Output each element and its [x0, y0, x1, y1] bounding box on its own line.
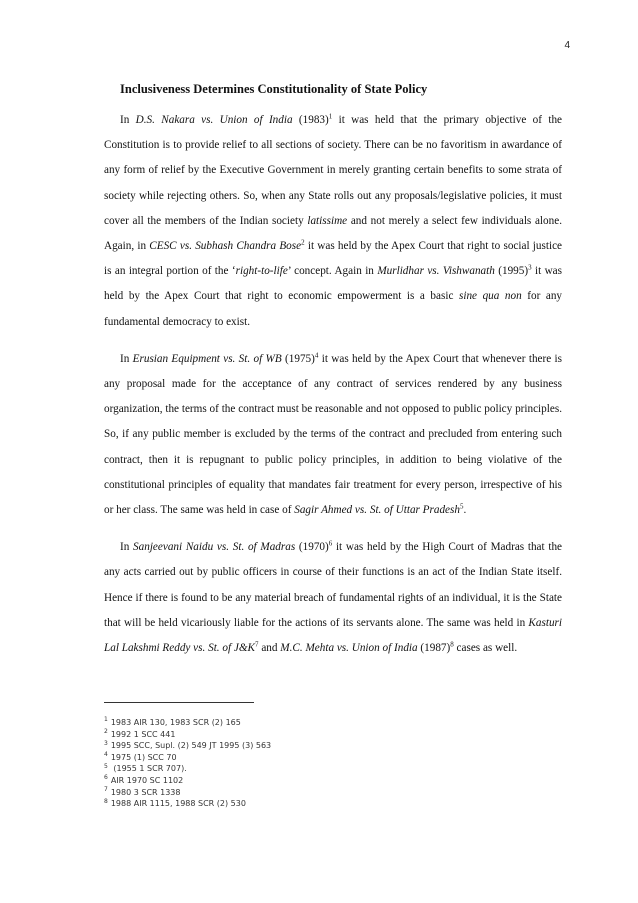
footnote-number: 1 [104, 716, 108, 724]
paragraph [104, 535, 562, 661]
footnote-ref: 6 [328, 539, 333, 548]
footnote [104, 787, 504, 799]
case-name: sine qua non [458, 290, 522, 303]
text-run: and [258, 642, 281, 655]
text-run: it was held that the primary objective of the Constitution is to provide relief to all sections of society. There can be no favoritism in awardance of any form of relief by the Executive Government in merely granting certain benefits to some strata of society while rejecting others. So, when any State rolls out any proposals/legislative policies, it must cover all the members of the Indian society [104, 114, 562, 227]
footnote [104, 729, 504, 741]
text-run: In [120, 541, 134, 554]
paragraph [104, 108, 562, 335]
text-run: ’ concept. Again in [287, 265, 378, 278]
footnote-separator [104, 702, 254, 703]
case-name: M.C. Mehta vs. Union of India [280, 642, 418, 655]
footnote-number: 5 [104, 762, 108, 770]
footnote [104, 798, 504, 810]
text-run: it was held by the Apex Court that right to social justice is an integral portion of the ‘ [104, 240, 563, 278]
footnote-number: 2 [104, 727, 108, 735]
case-name: Sagir Ahmed vs. St. of Uttar Pradesh [294, 504, 460, 517]
footnote-ref: 2 [301, 238, 305, 247]
text-run: (1995) [494, 265, 529, 278]
text-run: cases as well. [453, 642, 518, 655]
footnote-text: 1992 1 SCC 441 [110, 729, 176, 739]
footnote-number: 3 [104, 739, 108, 747]
case-name: Sanjeevani Naidu vs. St. of Madras [133, 541, 296, 554]
footnote-text: 1995 SCC, Supl. (2) 549 JT 1995 (3) 563 [110, 741, 272, 751]
case-name: Erusian Equipment vs. St. of WB [132, 352, 282, 365]
footnote-ref: 8 [450, 640, 454, 649]
text-run: (1975) [281, 352, 315, 365]
footnote [104, 717, 504, 729]
footnote-ref: 3 [528, 263, 532, 272]
footnote [104, 763, 504, 775]
case-name: Murlidhar vs. Vishwanath [377, 265, 495, 278]
text-run: (1983) [292, 114, 329, 126]
footnote-ref: 1 [328, 112, 333, 121]
text-run: it was held by the Apex Court that right to economic empowerment is a basic [104, 265, 563, 303]
footnote [104, 752, 504, 764]
paragraph [104, 347, 562, 523]
footnote-number: 6 [104, 774, 108, 782]
footnote-text: 1988 AIR 1115, 1988 SCR (2) 530 [110, 799, 246, 809]
footnote-text: AIR 1970 SC 1102 [110, 775, 184, 785]
text-run: (1970) [295, 541, 329, 554]
footnote-ref: 7 [255, 640, 259, 649]
footnote-number: 4 [104, 751, 108, 759]
footnote-ref: 4 [314, 351, 319, 360]
page-number: 4 [564, 40, 570, 51]
text-run: and not merely a select few individuals alone. Again, in [104, 214, 562, 253]
case-name: D.S. Nakara vs. Union of India [135, 114, 293, 126]
footnote-ref: 5 [459, 502, 464, 511]
case-name: CESC vs. Subhash Chandra Bose [149, 240, 302, 253]
footnote-number: 7 [104, 785, 108, 793]
text-run: (1987) [417, 642, 451, 655]
footnotes [104, 717, 504, 810]
text-run: it was held by the High Court of Madras that the any acts carried out by public officers in course of their functions is an act of the Indian State itself. Hence if there is found to be any material breach of fundamental rights of an individual, it is the State that will be held vicariously liable for the actions of its servants alone. The same was held in [104, 541, 563, 629]
document-body [104, 78, 562, 673]
text-run: In [120, 114, 136, 126]
footnote [104, 740, 504, 752]
footnote-text: 1983 AIR 130, 1983 SCR (2) 165 [110, 718, 241, 727]
footnote-text: (1955 1 SCR 707). [110, 764, 187, 774]
text-run: for any fundamental democracy to exist. [104, 290, 563, 328]
text-run: In [120, 352, 133, 365]
case-name: right-to-life [235, 265, 288, 278]
section-heading: Inclusiveness Determines Constitutionality of State Policy [120, 82, 428, 96]
footnote-number: 8 [104, 797, 108, 805]
text-run: . [463, 504, 467, 517]
case-name: latissime [307, 214, 348, 227]
footnote [104, 775, 504, 787]
case-name: Kasturi Lal Lakshmi Reddy vs. St. of J&K [104, 616, 562, 655]
footnote-text: 1975 (1) SCC 70 [110, 752, 177, 762]
footnote-text: 1980 3 SCR 1338 [110, 787, 181, 797]
text-run: it was held by the Apex Court that whenever there is any proposal made for the acceptance of any contract of services rendered by any business organization, the terms of the contract must be reasonable and not opposed to public policy principles. So, if any public member is excluded by the terms of the contract and precluded from entering such contract, then it is repugnant to public policy principles, in addition to being violative of the constitutional principles of equality that mandates fair treatment for every person, irrespective of his or her class. The same was held in case of [104, 352, 562, 517]
